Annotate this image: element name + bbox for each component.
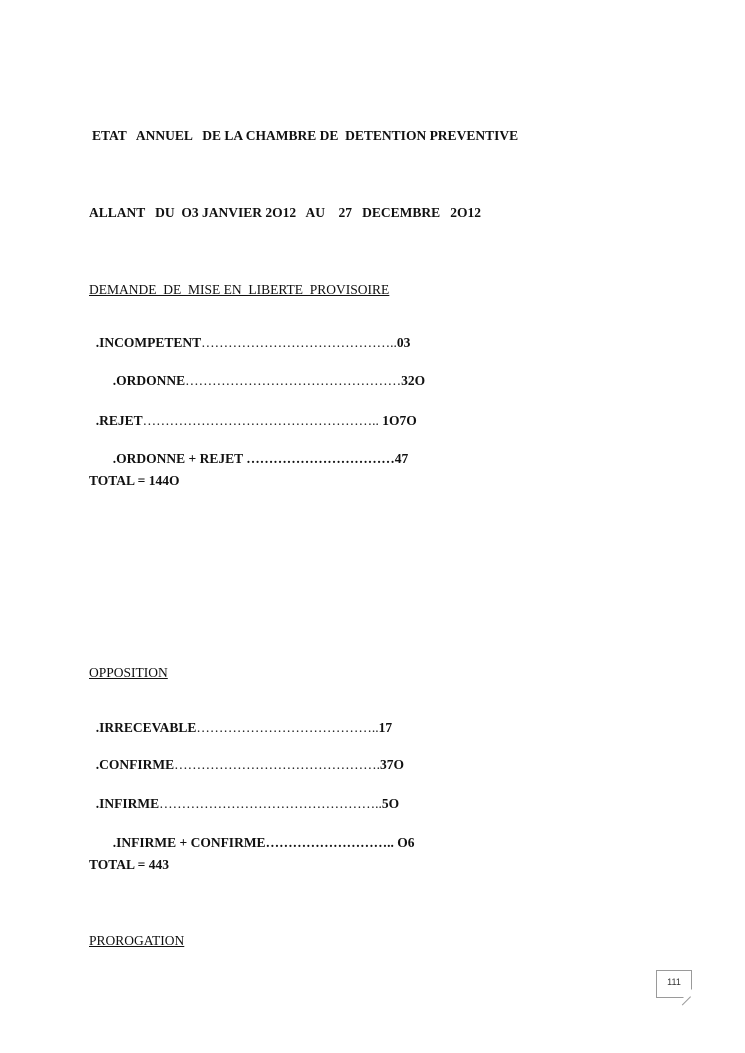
item-label: .INFIRME + CONFIRME — [112, 835, 266, 850]
section-total-liberte: TOTAL = 144O — [89, 473, 180, 488]
item-label: .IRRECEVABLE — [95, 720, 197, 735]
section-heading-prorogation: PROROGATION — [89, 933, 185, 948]
list-item — [89, 704, 392, 736]
list-item — [106, 357, 425, 389]
page-number-box — [656, 970, 692, 998]
list-item — [106, 435, 408, 467]
document-title: ETAT ANNUEL DE LA CHAMBRE DE DETENTION PREVENTIVE — [92, 128, 519, 143]
item-leader-dots: …………………………… — [246, 451, 395, 466]
list-item — [89, 319, 410, 351]
item-leader-dots: …………………………………….. — [201, 335, 397, 350]
item-leader-dots: ………………………………………… — [185, 373, 402, 388]
item-value: 5O — [381, 796, 400, 811]
item-value: O6 — [397, 835, 415, 850]
item-leader-dots: ……………………….. — [265, 835, 398, 850]
item-label: .INCOMPETENT — [95, 335, 202, 350]
item-leader-dots: ………………………………………….. — [159, 796, 382, 811]
item-label: .ORDONNE + REJET — [112, 451, 247, 466]
item-value: 47 — [394, 451, 409, 466]
page-number: 111 — [667, 977, 681, 987]
section-total-opposition: TOTAL = 443 — [89, 857, 169, 872]
list-item — [89, 397, 417, 429]
document-period: ALLANT DU O3 JANVIER 2O12 AU 27 DECEMBRE 2O12 — [89, 205, 482, 220]
item-label: .ORDONNE — [112, 373, 186, 388]
item-label: .INFIRME — [95, 796, 160, 811]
item-value: 1O7O — [382, 413, 417, 428]
item-value: 32O — [401, 373, 426, 388]
section-heading-liberte: DEMANDE DE MISE EN LIBERTE PROVISOIRE — [89, 282, 390, 297]
list-item — [89, 780, 399, 812]
item-value: 17 — [378, 720, 393, 735]
item-leader-dots: ………………………………………. — [174, 757, 380, 772]
item-label: .CONFIRME — [95, 757, 175, 772]
item-value: 03 — [396, 335, 411, 350]
item-leader-dots: ………………………………….. — [196, 720, 379, 735]
item-label: .REJET — [95, 413, 143, 428]
list-item — [106, 819, 414, 851]
item-value: 37O — [380, 757, 405, 772]
list-item — [89, 741, 404, 773]
item-leader-dots: …………………………………………….. — [142, 413, 383, 428]
section-heading-opposition: OPPOSITION — [89, 665, 168, 680]
